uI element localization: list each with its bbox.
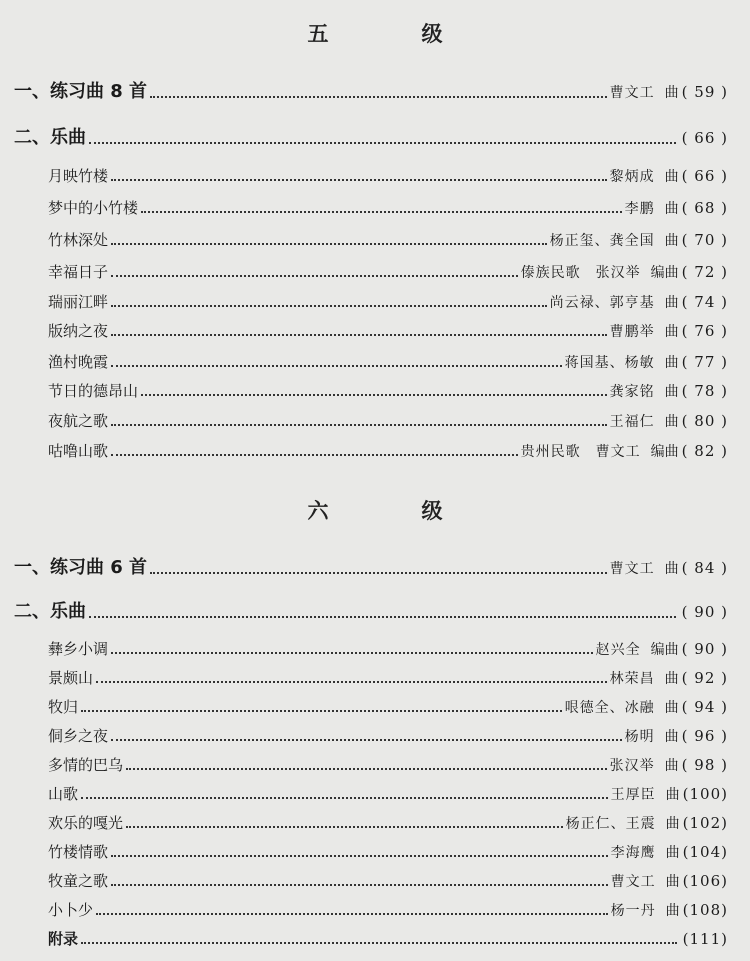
entry-composer: 林荣昌 [609,671,655,687]
entry-page: ( 66 ) [681,167,728,185]
entry-title: 夜航之歌 [48,412,109,430]
entry-title: 月映竹楼 [48,167,109,185]
entry-composer: 杨正玺、龚全国 [549,233,655,249]
entry-composer: 杨正仁、王震 [565,816,656,832]
entry-page: ( 74 ) [681,293,728,311]
entry-composer: 杨明 [624,729,655,745]
leader-dots [150,571,607,574]
leader-dots [89,141,676,144]
leader-dots [141,393,607,396]
entry-composer: 赵兴全 [595,642,641,658]
leader-dots [111,854,608,857]
entry-composer: 曹文工 [610,874,656,890]
leader-dots [111,651,593,654]
toc-entry[interactable] [48,320,728,341]
entry-page: (104) [682,843,728,861]
entry-role: 编曲 [650,265,679,281]
entry-role: 编曲 [650,642,679,658]
leader-dots [141,210,622,213]
entry-title: 幸福日子 [48,263,109,281]
entry-title: 梦中的小竹楼 [48,199,139,217]
entry-composer: 曹文工 [609,561,655,577]
leader-dots [96,912,608,915]
toc-entry[interactable] [48,291,728,312]
entry-title: 一、练习曲 6 首 [14,557,148,578]
entry-title: 二、乐曲 [14,601,86,622]
leader-dots [96,680,607,683]
section-heading-grade-6: 六 级 [307,499,479,523]
entry-composer: 哏德全、冰融 [564,700,655,716]
toc-entry[interactable] [48,638,728,659]
leader-dots [111,883,608,886]
toc-entry[interactable] [48,197,728,218]
entry-page: (100) [682,785,728,803]
entry-title: 牧童之歌 [48,872,109,890]
leader-dots [111,242,547,245]
leader-dots [150,95,607,98]
leader-dots [111,423,607,426]
entry-role: 曲 [665,787,680,803]
entry-composer: 龚家铭 [609,384,655,400]
entry-title: 二、乐曲 [14,127,86,148]
toc-entry[interactable] [48,870,728,891]
entry-role: 曲 [664,233,679,249]
toc-entry[interactable] [48,667,728,688]
toc-entry[interactable] [48,229,728,250]
entry-title: 彝乡小调 [48,640,109,658]
leader-dots [111,738,622,741]
toc-entry[interactable] [48,351,728,372]
entry-page: ( 68 ) [681,199,728,217]
toc-entry[interactable] [48,899,728,920]
toc-entry-etudes-6[interactable] [14,553,728,579]
entry-title: 景颇山 [48,669,94,687]
toc-entry-appendix[interactable] [48,928,728,949]
leader-dots [111,304,547,307]
entry-composer: 张汉举 [609,758,655,774]
leader-dots [111,453,518,456]
entry-composer: 王厚臣 [610,787,656,803]
entry-role: 曲 [664,295,679,311]
entry-composer: 贵州民歌 曹文工 [520,444,641,460]
entry-page: ( 70 ) [681,231,728,249]
entry-page: ( 90 ) [681,640,728,658]
entry-composer: 李海鹰 [610,845,656,861]
entry-title: 侗乡之夜 [48,727,109,745]
entry-title: 小卜少 [48,901,94,919]
entry-page: ( 78 ) [681,382,728,400]
entry-title: 一、练习曲 8 首 [14,81,148,102]
toc-entry[interactable] [48,410,728,431]
entry-title: 节日的德昂山 [48,382,139,400]
entry-role: 曲 [664,169,679,185]
leader-dots [126,825,563,828]
entry-role: 曲 [664,324,679,340]
entry-page: ( 96 ) [681,727,728,745]
leader-dots [111,333,607,336]
entry-title: 竹林深处 [48,231,109,249]
leader-dots [89,615,676,618]
entry-page: (108) [682,901,728,919]
entry-composer: 曹文工 [609,85,655,101]
entry-title: 牧归 [48,698,79,716]
toc-entry[interactable] [48,165,728,186]
entry-role: 曲 [664,355,679,371]
entry-role: 曲 [665,903,680,919]
entry-title: 渔村晚霞 [48,353,109,371]
entry-role: 曲 [664,414,679,430]
entry-role: 曲 [664,671,679,687]
section-heading-grade-5: 五 级 [307,22,479,46]
entry-role: 曲 [665,874,680,890]
leader-dots [81,709,562,712]
entry-role: 曲 [664,201,679,217]
toc-entry-pieces-5[interactable] [14,123,728,149]
entry-title: 附录 [48,930,79,948]
entry-page: ( 77 ) [681,353,728,371]
entry-title: 瑞丽江畔 [48,293,109,311]
entry-composer: 王福仁 [609,414,655,430]
entry-title: 多情的巴乌 [48,756,124,774]
entry-role: 曲 [664,729,679,745]
entry-page: ( 90 ) [681,603,728,621]
entry-composer: 李鹏 [624,201,655,217]
toc-entry[interactable] [48,725,728,746]
entry-title: 山歌 [48,785,79,803]
leader-dots [81,796,608,799]
entry-title: 版纳之夜 [48,322,109,340]
entry-role: 曲 [665,845,680,861]
leader-dots [111,364,562,367]
entry-page: ( 82 ) [681,442,728,460]
entry-composer: 蒋国基、杨敏 [564,355,655,371]
entry-page: ( 84 ) [681,559,728,577]
toc-entry[interactable] [48,812,728,833]
leader-dots [111,178,607,181]
entry-page: ( 59 ) [681,83,728,101]
toc-entry[interactable] [48,261,728,282]
leader-dots [111,274,518,277]
entry-page: ( 94 ) [681,698,728,716]
entry-composer: 傣族民歌 张汉举 [520,265,641,281]
toc-entry-etudes-5[interactable] [14,77,728,103]
entry-page: ( 66 ) [681,129,728,147]
entry-page: ( 72 ) [681,263,728,281]
entry-title: 咕噜山歌 [48,442,109,460]
entry-role: 曲 [664,700,679,716]
entry-role: 曲 [664,561,679,577]
entry-page: ( 98 ) [681,756,728,774]
entry-role: 曲 [664,85,679,101]
toc-entry[interactable] [48,440,728,461]
toc-entry[interactable] [48,380,728,401]
entry-role: 曲 [664,384,679,400]
entry-page: ( 80 ) [681,412,728,430]
entry-composer: 杨一丹 [610,903,656,919]
toc-entry[interactable] [48,841,728,862]
leader-dots [81,941,677,944]
leader-dots [126,767,607,770]
toc-entry[interactable] [48,696,728,717]
entry-composer: 尚云禄、郭亨基 [549,295,655,311]
entry-page: (102) [682,814,728,832]
toc-entry[interactable] [48,754,728,775]
entry-page: ( 92 ) [681,669,728,687]
entry-composer: 曹鹏举 [609,324,655,340]
entry-role: 编曲 [650,444,679,460]
entry-page: ( 76 ) [681,322,728,340]
entry-composer: 黎炳成 [609,169,655,185]
entry-title: 竹楼情歌 [48,843,109,861]
entry-title: 欢乐的嘎光 [48,814,124,832]
entry-page: (111) [682,930,728,948]
entry-page: (106) [682,872,728,890]
entry-role: 曲 [664,758,679,774]
toc-entry-pieces-6[interactable] [14,597,728,623]
toc-entry[interactable] [48,783,728,804]
entry-role: 曲 [665,816,680,832]
